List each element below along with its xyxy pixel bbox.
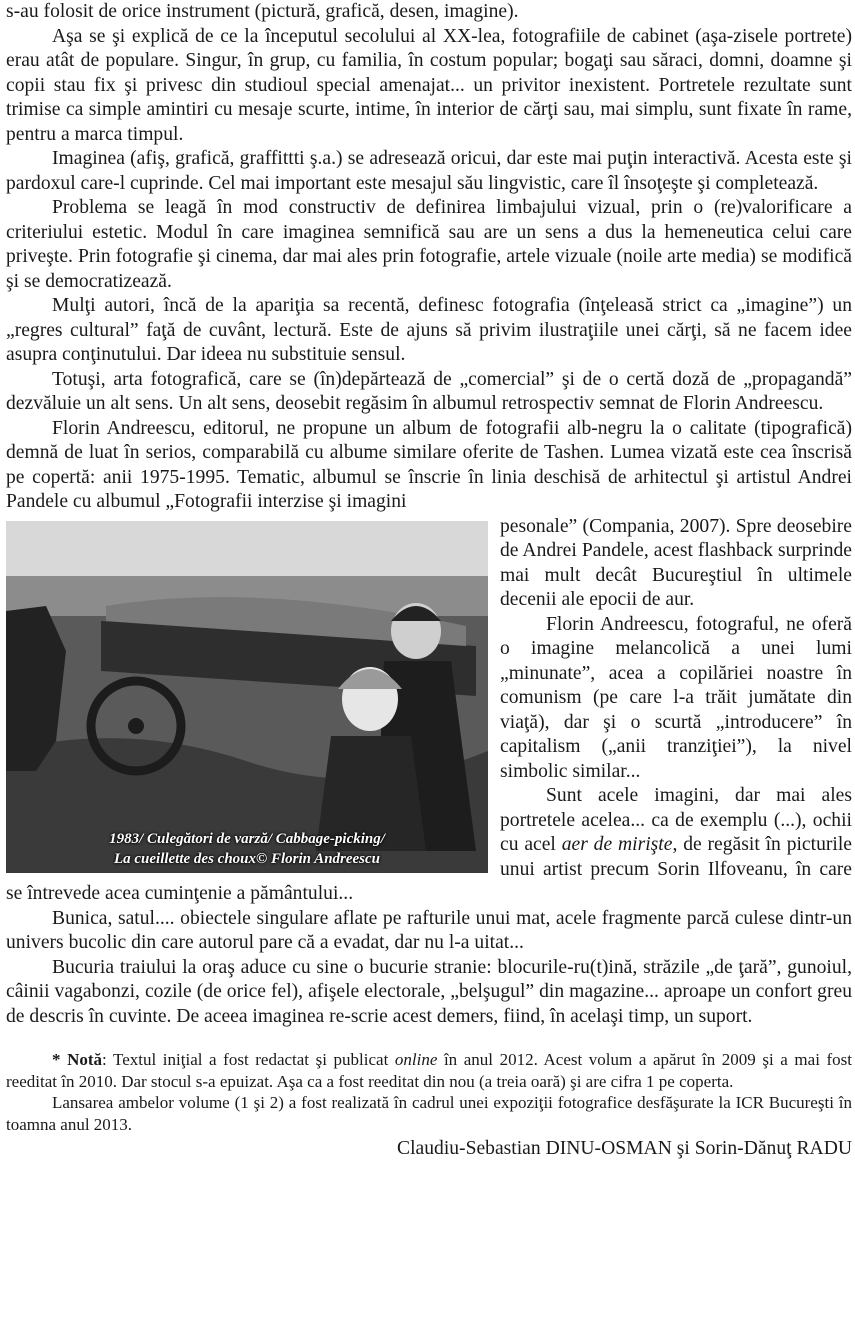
paragraph-eyes-before: Sunt acele imagini, dar mai ales portretele acelea... ca de exemplu (...), ochii cu acel	[500, 785, 852, 855]
caption-line-1: 1983/ Culegători de varză/ Cabbage-picking/	[109, 830, 385, 847]
footnote-second: Lansarea ambelor volume (1 şi 2) a fost realizată în cadrul unei expoziţii fotografice desfăşurate la ICR Bucureşti în toamna anul 2013.	[6, 1093, 852, 1134]
footnote-text-before: : Textul iniţial a fost redactat şi publicat	[102, 1050, 395, 1069]
signature: Claudiu-Sebastian DINU-OSMAN şi Sorin-Dănuţ RADU	[397, 1138, 852, 1159]
paragraph-3: Problema se leagă în mod constructiv de definirea limbajului vizual, prin o (re)valorificare a criteriului estetic. Modul în care imaginea semnifică sau are un sens a dus la hemeneutica celui care priveşte. Prin fotografie şi cinema, dar mai ales prin fotografie, artele vizuale (noile arte media) se modifică şi se democratizează.	[6, 197, 852, 292]
photo-illustration	[6, 521, 488, 873]
footnote-main	[6, 1049, 852, 1092]
footnote	[6, 1049, 852, 1135]
paragraph-eyes-italic: aer de mirişte	[561, 834, 673, 855]
paragraph-1: Aşa se şi explică de ce la începutul secolului al XX-lea, fotografiile de cabinet (aşa-zisele portrete) erau atât de populare. Singur, în grup, cu familia, în costum popular; bogaţi sau săraci, domni, doamne şi copii stau fix şi privesc din studioul special amenajat... un privitor inexistent. Portretele rezultate sunt trimise ca simple amintiri cu mesaje scurte, intime, în interior de cărţi sau, mai simplu, sunt fixate în rame, pentru a marca timpul.	[6, 25, 852, 145]
paragraph-9: Bucuria traiului la oraş aduce cu sine o bucurie stranie: blocurile-ru(t)ină, străzile „de ţară”, gunoiul, câinii vagabonzi, cozile (de orice fel), afişele electorale, „belşugul” din magazine... aproape un confort greu de descris în cuvinte. De aceea imaginea re-scrie acest demers, fiind, în acelaşi timp, un suport.	[6, 956, 852, 1027]
paragraph-6-continued: pesonale” (Compania, 2007). Spre deosebire de Andrei Pandele, acest flashback surprinde mai mult decât Bucureştiul în ultimele decenii ale epocii de aur.	[500, 515, 852, 610]
footnote-text-after: în anul 2012. Acest volum a apărut în 2009 şi a mai fost reeditat în 2010. Dar stocul s-a epuizat. Aşa ca a fost reeditat din nou (a treia oară) şi are cifra 1 pe coperta.	[6, 1050, 852, 1091]
paragraph-7: Florin Andreescu, fotograful, ne oferă o imagine melancolică a unei lumi „minunate”, acea a copilăriei noastre în comunism (pe care l-a trăit jumătate din viaţă), dar şi o scurtă „introducere” în capitalism („anii tranziţiei”), la nivel simbolic similar...	[500, 613, 852, 782]
caption-line-2: La cueillette des choux© Florin Andreescu	[113, 850, 381, 867]
footnote-label: * Notă	[52, 1050, 103, 1069]
paragraph-6-text: Florin Andreescu, editorul, ne propune un album de fotografii alb-negru la o calitate (tipografică) demnă de luat în serios, comparabilă cu albume similare oferite de Tashen. Lumea vizată este cea înscrisă pe copertă: anii 1975-1995. Tematic, albumul se înscrie în linia deschisă de arhitectul şi artistul Andrei Pandele cu albumul „Fotografii interzise şi imagini	[6, 417, 852, 512]
photo-cabbage-picking	[6, 521, 488, 873]
paragraph-5: Totuşi, arta fotografică, care se (în)depărtează de „comercial” şi de o certă doză de „propagandă” dezvăluie un alt sens. Un alt sens, deosebit regăsim în albumul retrospectiv semnat de Florin Andreescu.	[6, 368, 852, 414]
paragraph-eyes-after: , de regăsit în picturile unui artist precum Sorin Ilfoveanu, în care se întrevede acea cuminţenie a pământului...	[6, 834, 852, 904]
paragraph-8: Bunica, satul.... obiectele singulare aflate pe rafturile unui mat, acele fragmente parcă culese dintr-un univers bucolic din care autorul pare că a evadat, dar nu l-a uitat...	[6, 907, 852, 953]
footnote-text-italic: online	[394, 1050, 438, 1069]
paragraph-6-lead	[6, 417, 852, 515]
article-page	[6, 0, 852, 1161]
photo-caption	[6, 829, 488, 869]
paragraph-4: Mulţi autori, încă de la apariţia sa recentă, definesc fotografia (înţeleasă strict ca „imagine”) un „regres cultural” faţă de cuvânt, lectură. Este de ajuns să privim ilustraţiile unei cărţi, să ne facem idee asupra conţinutului. Dar ideea nu substituie sensul.	[6, 295, 852, 365]
paragraph-2: Imaginea (afiş, grafică, graffittti ş.a.) se adresează oricui, dar este mai puţin interactivă. Acesta este şi pardoxul care-l cuprinde. Cel mai important este mesajul său lingvistic, care îl însoţeşte şi completează.	[6, 148, 852, 194]
paragraph-0: s-au folosit de orice instrument (pictură, grafică, desen, imagine).	[6, 1, 519, 22]
